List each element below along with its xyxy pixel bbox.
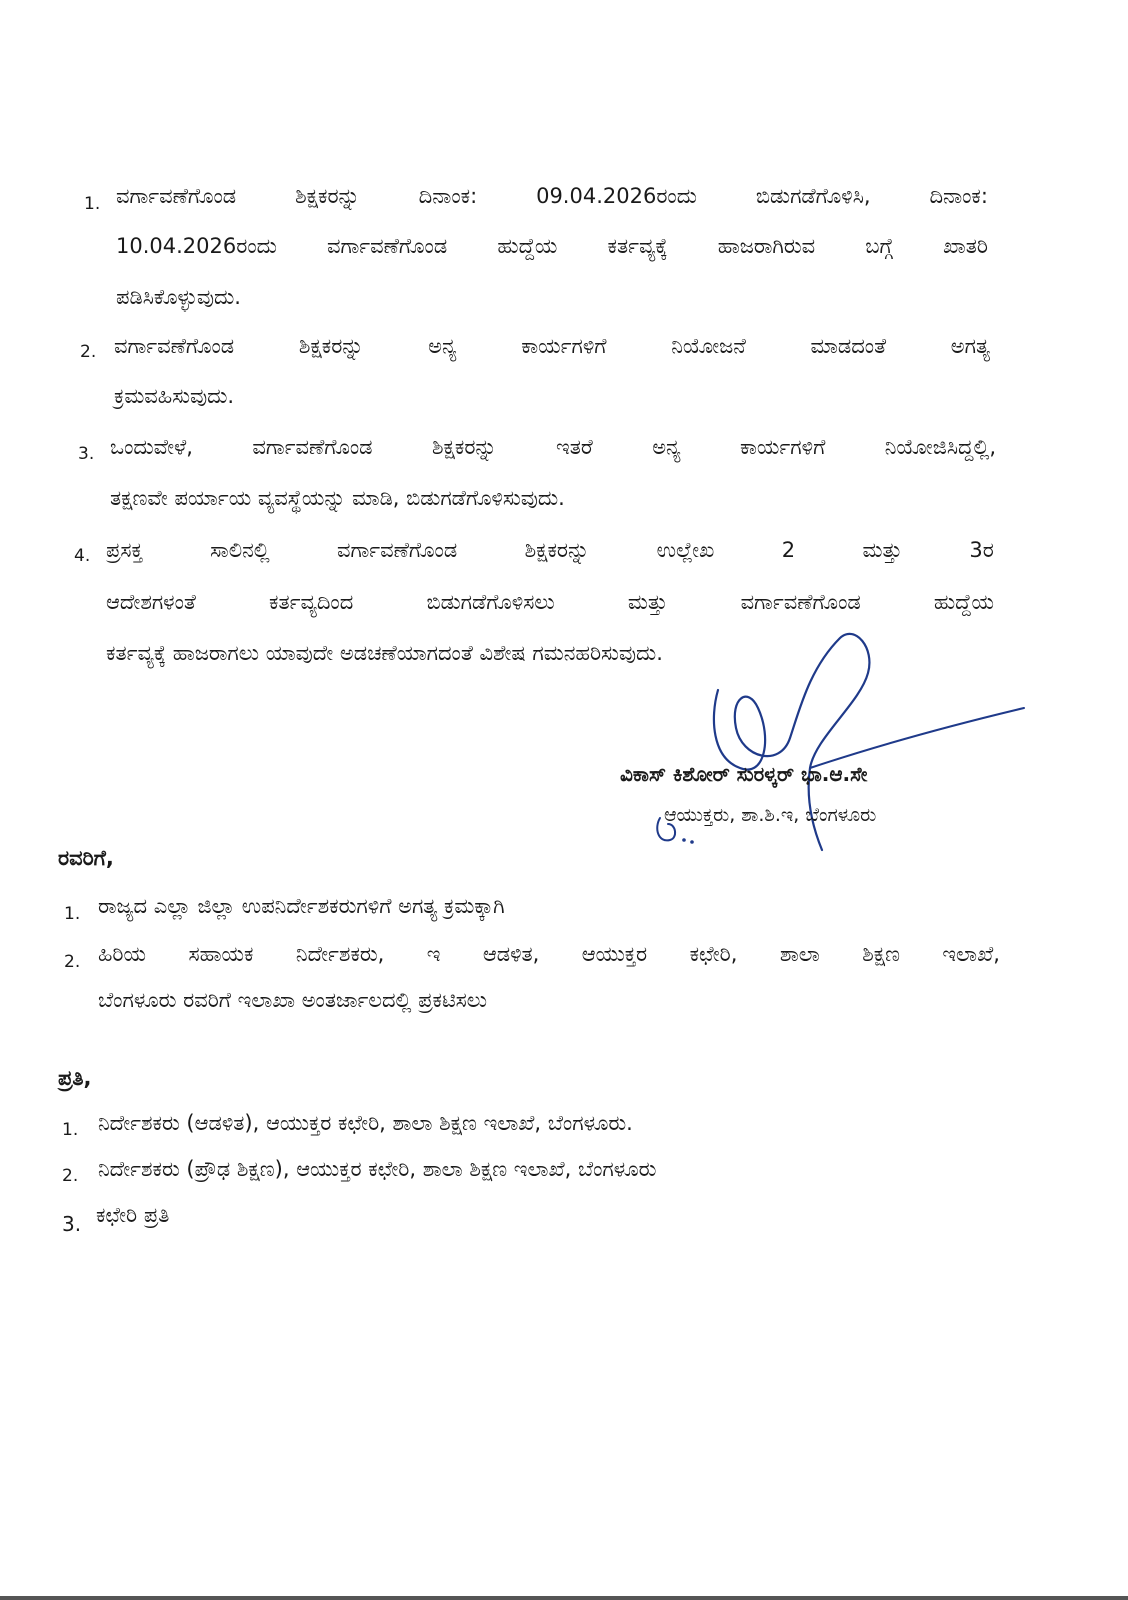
instruction-2-line-1 [114,336,990,357]
instruction-3-line-1 [110,437,996,458]
recipient-2-line-1 [98,944,1000,965]
word: ಶಿಕ್ಷಕರನ್ನು [295,184,360,208]
recipient-1-text: ರಾಜ್ಯದ ಎಲ್ಲಾ ಜಿಲ್ಲಾ ಉಪನಿರ್ದೇಶಕರುಗಳಿಗೆ ಅಗತ್ಯ ಕ್ರಮಕ್ಕಾಗಿ [98,894,505,918]
word: ಖಾತರಿ [943,234,988,258]
page-bottom-edge [0,1596,1128,1600]
copy-2-text: ನಿರ್ದೇಶಕರು (ಪ್ರೌಢ ಶಿಕ್ಷಣ), ಆಯುಕ್ತರ ಕಛೇರಿ, ಶಾಲಾ ಶಿಕ್ಷಣ ಇಲಾಖೆ, ಬೆಂಗಳೂರು [98,1157,657,1181]
copy-3-text: ಕಛೇರಿ ಪ್ರತಿ [96,1203,170,1227]
word: ದಿನಾಂಕ: [418,184,478,208]
recipients-heading: ರವರಿಗೆ, [58,846,114,870]
word: ವರ್ಗಾವಣೆಗೊಂಡ [116,184,237,208]
word: 09.04.2026ರಂದು [536,184,697,208]
word: ಆಡಳಿತ, [482,942,540,966]
word: 2 [781,538,796,562]
word: ಮತ್ತು [627,590,668,614]
signatory-designation: ಆಯುಕ್ತರು, ಶಾ.ಶಿ.ಇ, ಬೆಂಗಳೂರು [664,804,877,826]
word: ಬಿಡುಗಡೆಗೊಳಿಸಲು [426,590,555,614]
word: 10.04.2026ರಂದು [116,234,277,258]
copy-2-number: 2. [62,1166,79,1186]
instruction-1-line-1 [116,186,988,207]
instruction-4-line-3: ಕರ್ತವ್ಯಕ್ಕೆ ಹಾಜರಾಗಲು ಯಾವುದೇ ಅಡಚಣೆಯಾಗದಂತೆ ವಿಶೇಷ ಗಮನಹರಿಸುವುದು. [106,641,663,665]
word: ವರ್ಗಾವಣೆಗೊಂಡ [327,234,448,258]
instruction-3-line-2: ತಕ್ಷಣವೇ ಪರ್ಯಾಯ ವ್ಯವಸ್ಥೆಯನ್ನು ಮಾಡಿ, ಬಿಡುಗಡೆಗೊಳಿಸುವುದು. [110,486,565,510]
word: ಹಾಜರಾಗಿರುವ [717,234,816,258]
word: ನಿರ್ದೇಶಕರು, [295,942,385,966]
instruction-1-number: 1. [84,194,101,214]
word: ನಿಯೋಜನೆ [671,334,746,358]
word: ಅನ್ಯ [652,435,681,459]
word: ಶಿಕ್ಷಕರನ್ನು [298,334,364,358]
word: ಮಾಡದಂತೆ [810,334,887,358]
word: ಶಿಕ್ಷಕರನ್ನು [431,435,497,459]
word: ವರ್ಗಾವಣೆಗೊಂಡ [740,590,861,614]
word: ಆದೇಶಗಳಂತೆ [106,590,196,614]
recipient-2-number: 2. [64,952,81,972]
word: ಕಾರ್ಯಗಳಿಗೆ [521,334,607,358]
word: ಕರ್ತವ್ಯದಿಂದ [269,590,354,614]
signature-scribble-icon [640,628,1040,868]
instruction-3-number: 3. [78,444,95,464]
word: ಆಯುಕ್ತರ [581,942,648,966]
word: ಬಿಡುಗಡೆಗೊಳಿಸಿ, [755,184,871,208]
word: ಬಗ್ಗೆ [865,234,893,258]
instruction-1-line-2 [116,236,988,257]
word: ಕರ್ತವ್ಯಕ್ಕೆ [607,234,668,258]
recipient-2-line-2: ಬೆಂಗಳೂರು ರವರಿಗೆ ಇಲಾಖಾ ಅಂತರ್ಜಾಲದಲ್ಲಿ ಪ್ರಕಟಿಸಲು [98,988,488,1012]
word: ಶಿಕ್ಷಣ [862,942,900,966]
copy-1-text: ನಿರ್ದೇಶಕರು (ಆಡಳಿತ), ಆಯುಕ್ತರ ಕಛೇರಿ, ಶಾಲಾ ಶಿಕ್ಷಣ ಇಲಾಖೆ, ಬೆಂಗಳೂರು. [98,1111,633,1135]
word: ವರ್ಗಾವಣೆಗೊಂಡ [252,435,373,459]
word: ಒಂದುವೇಳೆ, [110,435,193,459]
word: ಹುದ್ದೆಯ [497,234,558,258]
word: ಸಾಲಿನಲ್ಲಿ [210,538,270,562]
copy-1-number: 1. [62,1120,79,1140]
recipient-1-number: 1. [64,904,81,924]
word: ಮತ್ತು [862,538,903,562]
instruction-4-number: 4. [74,546,91,566]
word: ಇ [426,942,441,966]
word: ಅನ್ಯ [428,334,457,358]
word: ಹುದ್ದೆಯ [933,590,994,614]
word: ಪ್ರಸಕ್ತ [106,538,143,562]
instruction-4-line-1 [106,540,994,561]
word: ಸಹಾಯಕ [188,942,254,966]
word: ಹಿರಿಯ [98,942,147,966]
instruction-2-line-2: ಕ್ರಮವಹಿಸುವುದು. [114,384,235,408]
word: ಕಾರ್ಯಗಳಿಗೆ [740,435,826,459]
word: ಇಲಾಖೆ, [942,942,1000,966]
instruction-2-number: 2. [80,342,97,362]
word: ಕಛೇರಿ, [689,942,738,966]
word: 3ರ [969,538,994,562]
word: ಅಗತ್ಯ [950,334,990,358]
signatory-name: ವಿಕಾಸ್ ಕಿಶೋರ್ ಸುರಳ್ಕರ್ ಭಾ.ಆ.ಸೇ [620,762,868,786]
instruction-1-line-3: ಪಡಿಸಿಕೊಳ್ಳುವುದು. [116,285,241,309]
copies-heading: ಪ್ರತಿ, [58,1066,92,1090]
word: ದಿನಾಂಕ: [929,184,988,208]
word: ಉಲ್ಲೇಖ [656,538,715,562]
word: ವರ್ಗಾವಣೆಗೊಂಡ [337,538,458,562]
word: ವರ್ಗಾವಣೆಗೊಂಡ [114,334,235,358]
instruction-4-line-2 [106,592,994,613]
copy-3-number: 3. [62,1212,82,1236]
word: ಶಾಲಾ [779,942,820,966]
word: ನಿಯೋಜಿಸಿದ್ದಲ್ಲಿ, [884,435,996,459]
word: ಇತರೆ [556,435,593,459]
word: ಶಿಕ್ಷಕರನ್ನು [524,538,590,562]
